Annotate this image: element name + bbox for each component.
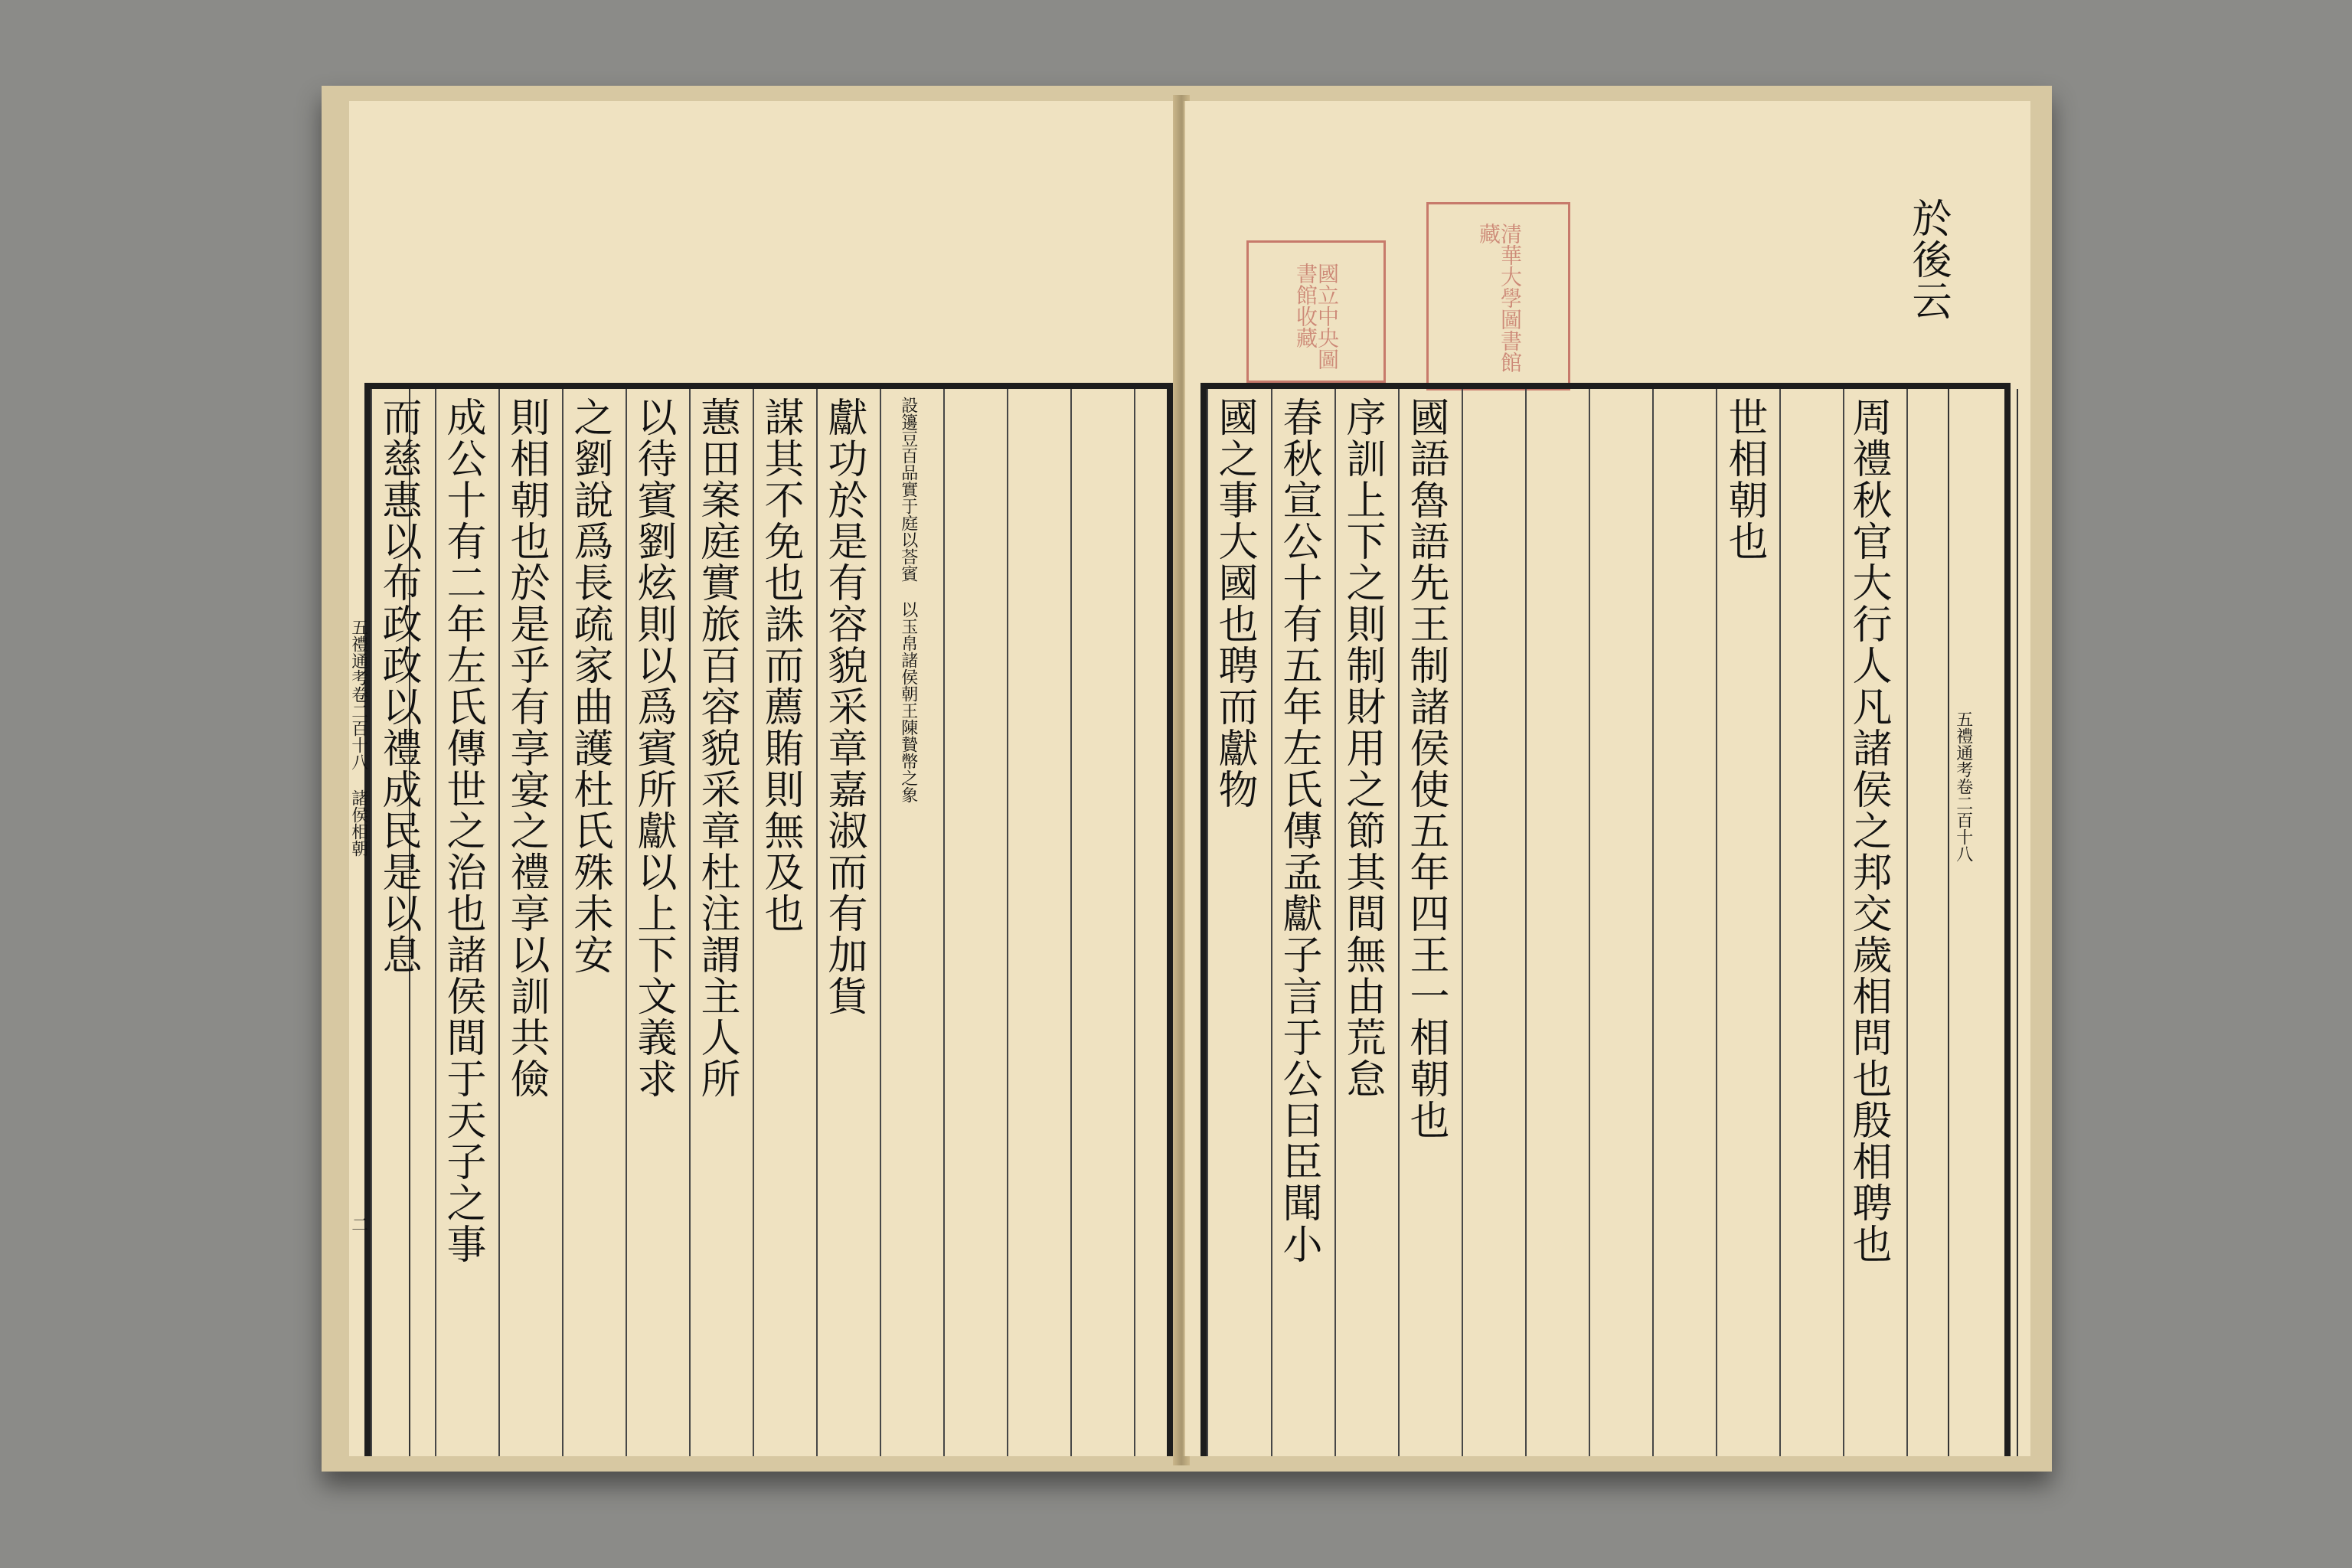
right-col-1: 國之事大國也聘而獻物 bbox=[1211, 397, 1257, 810]
right-col-4: 國語魯語先王制諸侯使五年四王一相朝也 bbox=[1403, 397, 1449, 1141]
right-page bbox=[1184, 101, 2030, 1456]
left-col-9: 設籩豆百品實于庭以荅賓 以玉帛諸侯朝王陳贄幣之象 bbox=[898, 397, 918, 803]
right-col-7: 於後云 bbox=[1905, 198, 1951, 322]
seal-one-text: 國立中央圖書館收藏 bbox=[1293, 263, 1340, 370]
right-col-5: 世相朝也 bbox=[1721, 397, 1767, 562]
right-col-6: 周禮秋官大行人凡諸侯之邦交歲相問也殷相聘也 bbox=[1845, 397, 1891, 1265]
left-page-number: 二 bbox=[349, 1216, 368, 1233]
seal-two-stamp bbox=[1426, 202, 1570, 390]
left-col-2: 成公十有二年左氏傳世之治也諸侯間于天子之事 bbox=[439, 397, 485, 1265]
right-col-3: 序訓上下之則制財用之節其間無由荒怠 bbox=[1339, 397, 1385, 1099]
left-col-8: 獻功於是有容貌采章嘉淑而有加貨 bbox=[821, 397, 867, 1017]
right-page-header: 五禮通考卷二百十八 bbox=[1953, 710, 1973, 862]
left-col-5: 以待賓劉炫則以爲賓所獻以上下文義求 bbox=[630, 397, 676, 1099]
left-col-1: 而慈惠以布政政以禮成民是以息 bbox=[375, 397, 421, 975]
left-page bbox=[349, 101, 1179, 1456]
left-col-3: 則相朝也於是乎有享宴之禮享以訓共儉 bbox=[503, 397, 549, 1099]
left-text-frame bbox=[349, 383, 1173, 1456]
left-col-7: 謀其不免也誅而薦賄則無及也 bbox=[757, 397, 803, 934]
seal-two-text: 清華大學圖書館藏 bbox=[1476, 223, 1523, 373]
right-col-2: 春秋宣公十有五年左氏傳孟獻子言于公曰臣聞小 bbox=[1276, 397, 1321, 1265]
left-col-4: 之劉說爲長疏家曲護杜氏殊未安 bbox=[567, 397, 612, 975]
left-col-6: 蕙田案庭實旅百容貌采章杜注謂主人所 bbox=[694, 397, 740, 1099]
seal-one-stamp bbox=[1246, 240, 1386, 383]
left-page-header: 五禮通考卷二百十八 諸侯相朝 bbox=[349, 619, 368, 857]
open-book bbox=[322, 86, 2052, 1472]
